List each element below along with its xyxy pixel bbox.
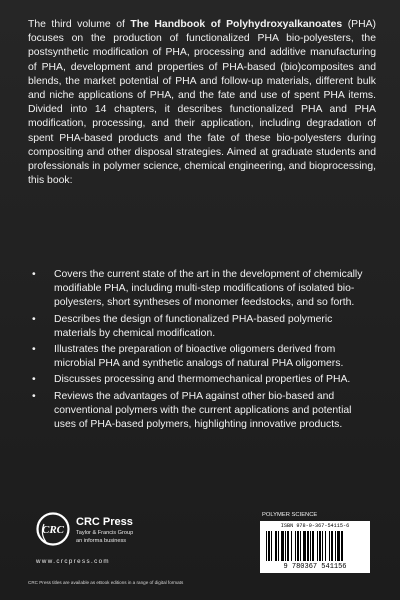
list-item	[28, 343, 376, 371]
list-item	[28, 390, 376, 433]
intro-text-body: (PHA) focuses on the production of functionalized PHA bio-polyesters, the postsynthetic modification of PHA, processing and additive manufacturing of PHA, development and properties of PHA-based (bio)composites and blends, the market potential of PHA and follow-up materials, different bulk and niche applications of PHA, and the fate and use of spent PHA items. Divided into 14 chapters, it describes functionalized PHA and PHA modification, processing, and their application, including degradation of spent PHA-based products and the fate of these bio-polyesters during compositing and other disposal strategies. Aimed at graduate students and professionals in polymer science, chemical engineering, and bioprocessing, this book:	[28, 19, 376, 187]
publisher-business: an informa business	[76, 538, 127, 544]
barcode-bar	[297, 531, 299, 561]
feature-list	[28, 268, 376, 434]
barcode-bar	[266, 531, 267, 561]
bullet-icon: •	[32, 344, 36, 356]
book-title-reference: The Handbook of Polyhydroxyalkanoates	[130, 19, 343, 30]
publisher-block	[36, 512, 176, 552]
barcode-bar	[310, 531, 311, 561]
barcode-bar	[300, 531, 301, 561]
barcode-bar	[281, 531, 284, 561]
bullet-icon: •	[32, 269, 36, 280]
intro-text-start: The third volume of	[28, 19, 131, 30]
barcode-bar	[307, 531, 309, 561]
bullet-icon: •	[32, 313, 36, 325]
barcode-bar	[329, 531, 330, 561]
barcode-bar	[285, 531, 286, 561]
barcode-bar	[322, 531, 323, 561]
barcode-bar	[325, 531, 326, 561]
list-item-text: Describes the design of functionalized PHA-based polymeric materials by chemical modification.	[54, 313, 333, 339]
barcode-bar	[335, 531, 336, 561]
barcode-bar	[337, 531, 340, 561]
list-item-text: Covers the current state of the art in the development of chemically modifiable PHA, including multi-step modifications of isolated bio-polyesters, short syntheses of monomer feedstocks, and so forth.	[54, 269, 363, 309]
logo-text: CRC	[41, 524, 65, 536]
publisher-url: www.crcpress.com	[36, 558, 110, 565]
list-item-text: Illustrates the preparation of bioactive oligomers derived from microbial PHA and synthetic analogs of natural PHA oligomers.	[54, 344, 344, 370]
barcode-bars	[266, 531, 364, 561]
barcode-bar	[317, 531, 318, 561]
publisher-name: CRC Press	[76, 516, 133, 528]
barcode-bar	[312, 531, 314, 561]
description-paragraph	[28, 18, 376, 188]
list-item-text: Reviews the advantages of PHA against other bio-based and conventional polymers with the current applications and potential uses of PHA-based polymers, highlighting innovative products.	[54, 390, 352, 431]
barcode-bar	[331, 531, 333, 561]
barcode-bar	[303, 531, 306, 561]
bullet-icon: •	[32, 374, 36, 386]
crc-press-logo-icon	[36, 512, 70, 546]
publisher-group: Taylor & Francis Group	[76, 530, 134, 536]
barcode-bar	[271, 531, 272, 561]
barcode	[260, 521, 370, 573]
barcode-bar	[278, 531, 279, 561]
barcode-bar	[295, 531, 296, 561]
barcode-bar	[319, 531, 321, 561]
list-item-text: Discusses processing and thermomechanical properties of PHA.	[54, 374, 351, 386]
barcode-bar	[275, 531, 277, 561]
barcode-bar	[268, 531, 270, 561]
list-item	[28, 313, 376, 341]
list-item	[28, 373, 376, 387]
list-item	[28, 268, 376, 311]
subject-category: POLYMER SCIENCE	[262, 512, 318, 518]
barcode-bar	[291, 531, 292, 561]
barcode-bar	[341, 531, 343, 561]
barcode-number: 9 780367 541156	[283, 563, 347, 571]
isbn-text: ISBN 978-0-367-54115-6	[280, 523, 350, 529]
ebook-footnote: CRC Press titles are available as eBook editions in a range of digital formats	[28, 580, 184, 585]
barcode-bar	[287, 531, 289, 561]
bullet-icon: •	[32, 390, 36, 402]
